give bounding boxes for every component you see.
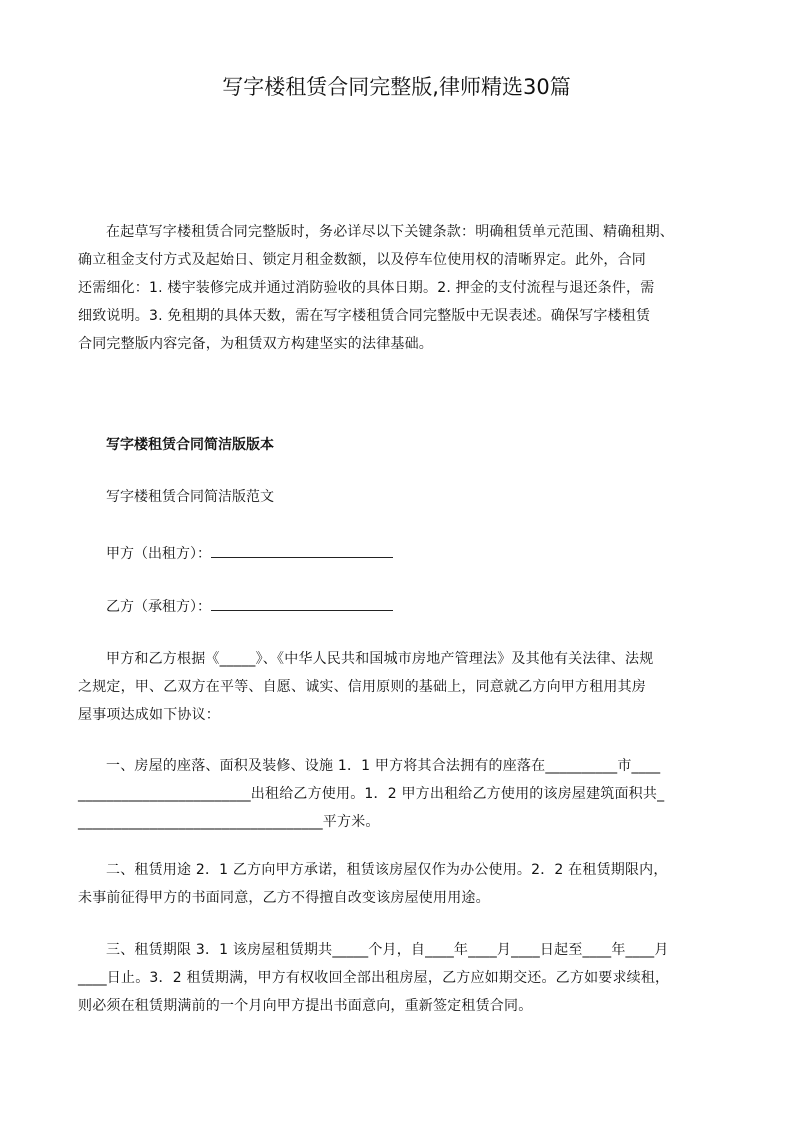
clause-1 — [78, 752, 740, 836]
preamble-line: 屋事项达成如下协议： — [78, 707, 220, 723]
clause-3-line: ____日止。3．2 租赁期满，甲方有权收回全部出租房屋，乙方应如期交还。乙方如要求续租， — [78, 970, 670, 986]
clause-2-line: 未事前征得甲方的书面同意，乙方不得擅自改变该房屋使用用途。 — [78, 890, 490, 906]
clause-2 — [78, 856, 740, 912]
clause-1-line: 一、房屋的座落、面积及装修、设施 1．1 甲方将其合法拥有的座落在__________市____ — [106, 758, 661, 774]
intro-line: 细致说明。3. 免租期的具体天数，需在写字楼租赁合同完整版中无误表述。确保写字楼租赁 — [78, 308, 651, 324]
party-b-line — [106, 593, 393, 619]
clause-2-line: 二、租赁用途 2．1 乙方向甲方承诺，租赁该房屋仅作为办公使用。2．2 在租赁期限内， — [106, 862, 668, 878]
intro-line: 确立租金支付方式及起始日、锁定月租金数额，以及停车位使用权的清晰界定。此外，合同 — [78, 252, 646, 268]
party-a-line — [106, 540, 393, 566]
intro-line: 合同完整版内容完备，为租赁双方构建坚实的法律基础。 — [78, 336, 433, 352]
clause-1-line: ________________________出租给乙方使用。1．2 甲方出租给乙方使用的该房屋建筑面积共_ — [78, 786, 665, 802]
clause-3 — [78, 936, 740, 1020]
clause-1-line: __________________________________平方米。 — [78, 814, 380, 830]
document-title: 写字楼租赁合同完整版,律师精选30篇 — [222, 75, 571, 99]
clause-3-line: 三、租赁期限 3．1 该房屋租赁期共_____个月，自____年____月____日起至____年____月 — [106, 942, 669, 958]
preamble-line: 甲方和乙方根据《_____》、《中华人民共和国城市房地产管理法》及其他有关法律、法规 — [106, 651, 654, 667]
clause-3-line: 则必须在租赁期满前的一个月向甲方提出书面意向，重新签定租赁合同。 — [78, 998, 533, 1014]
preamble-line: 之规定，甲、乙双方在平等、自愿、诚实、信用原则的基础上，同意就乙方向甲方租用其房 — [78, 679, 646, 695]
intro-paragraph — [78, 218, 740, 358]
party-a-label: 甲方（出租方）： — [106, 546, 211, 562]
preamble-paragraph — [78, 645, 740, 729]
intro-line: 在起草写字楼租赁合同完整版时，务必详尽以下关键条款：明确租赁单元范围、精确租期、 — [106, 224, 674, 240]
sample-label: 写字楼租赁合同简洁版范文 — [106, 489, 274, 505]
party-b-label: 乙方（承租方）： — [106, 599, 211, 615]
section-heading: 写字楼租赁合同简洁版版本 — [106, 437, 274, 453]
party-b-blank — [211, 593, 393, 611]
intro-line: 还需细化：1. 楼宇装修完成并通过消防验收的具体日期。2. 押金的支付流程与退还条件，需 — [78, 280, 655, 296]
party-a-blank — [211, 540, 393, 558]
